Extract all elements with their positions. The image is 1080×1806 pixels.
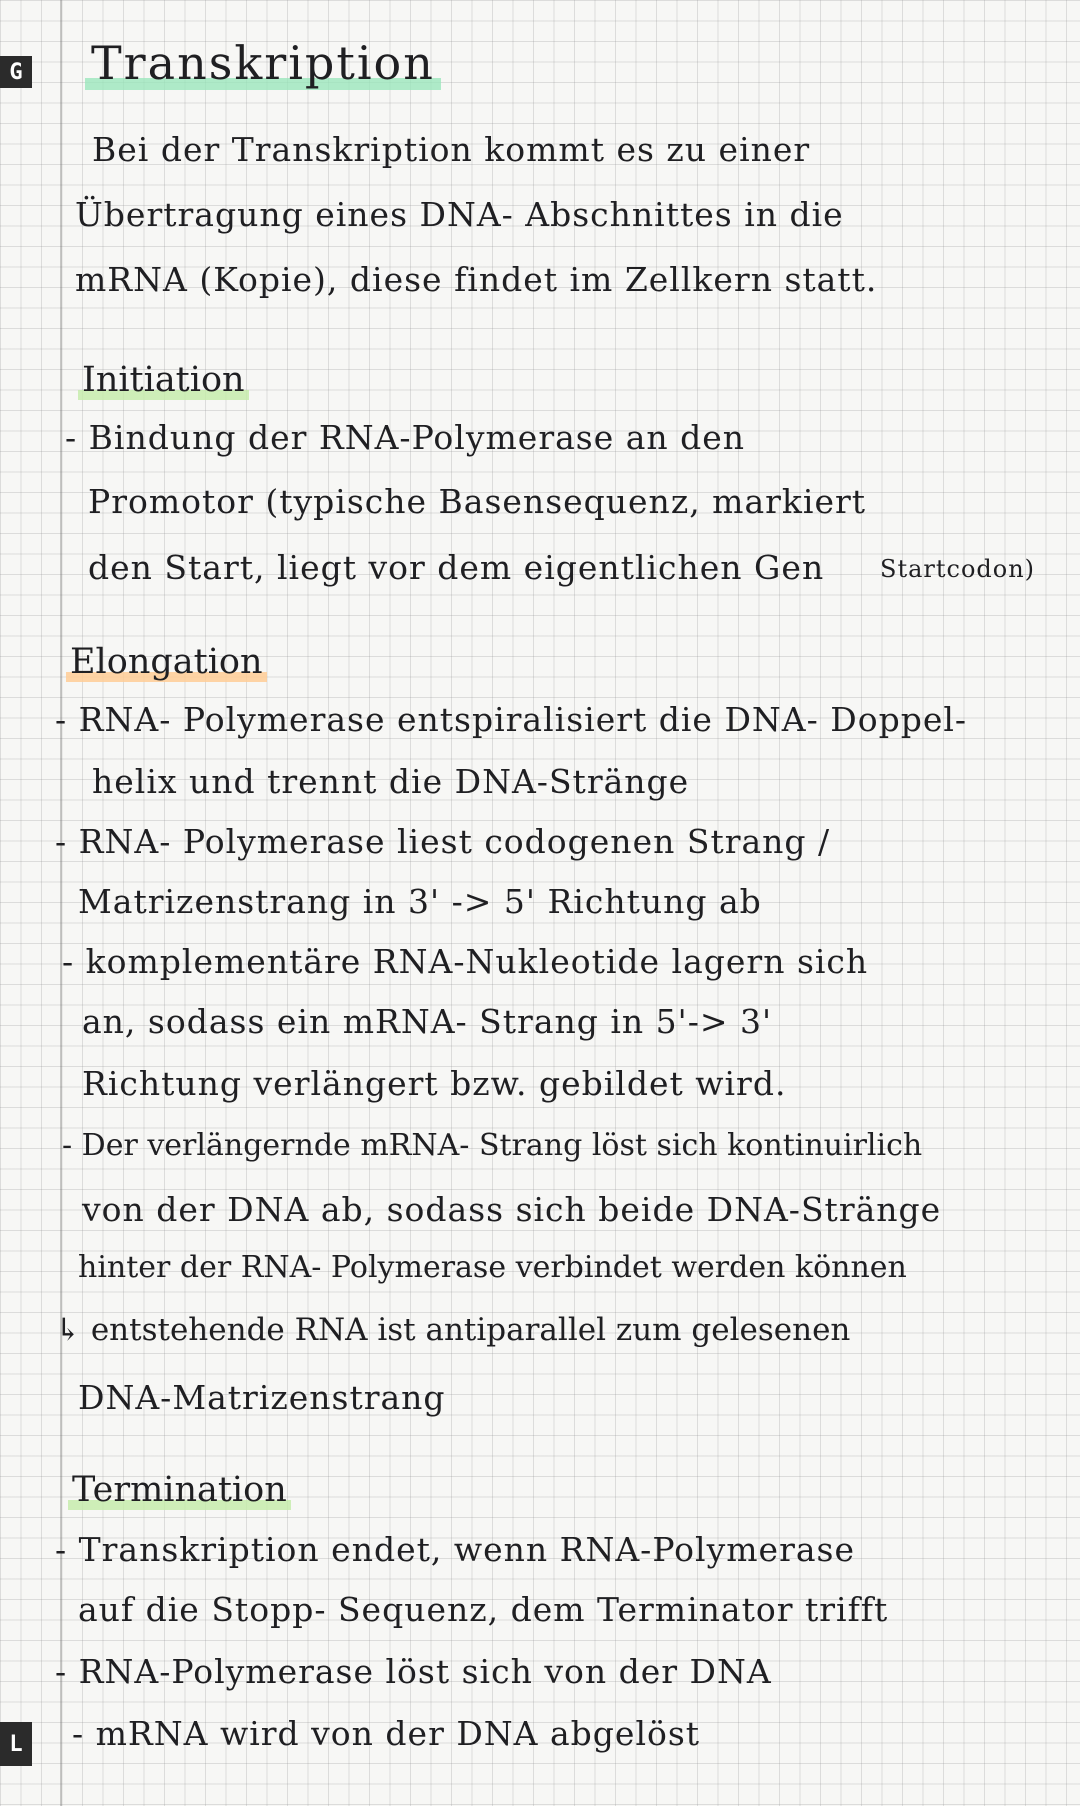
elongation-line-6: an, sodass ein mRNA- Strang in 5'-> 3'	[82, 1002, 773, 1041]
tab-marker-bottom: L	[0, 1722, 32, 1766]
elongation-line-1: - RNA- Polymerase entspiralisiert die DNA- Doppel-	[55, 700, 968, 739]
elongation-line-9: von der DNA ab, sodass sich beide DNA-Stränge	[82, 1190, 942, 1229]
elongation-line-12: DNA-Matrizenstrang	[78, 1378, 446, 1417]
termination-line-4: - mRNA wird von der DNA abgelöst	[72, 1714, 701, 1753]
elongation-line-2: helix und trennt die DNA-Stränge	[92, 762, 690, 801]
intro-line-2: Übertragung eines DNA- Abschnittes in die	[75, 195, 844, 234]
intro-line-3: mRNA (Kopie), diese findet im Zellkern statt.	[75, 260, 878, 299]
initiation-note: Startcodon)	[880, 555, 1036, 583]
termination-line-3: - RNA-Polymerase löst sich von der DNA	[55, 1652, 772, 1691]
termination-line-1: - Transkription endet, wenn RNA-Polymerase	[55, 1530, 855, 1569]
elongation-line-4: Matrizenstrang in 3' -> 5' Richtung ab	[78, 882, 762, 921]
elongation-line-3: - RNA- Polymerase liest codogenen Strang /	[55, 822, 831, 861]
termination-line-2: auf die Stopp- Sequenz, dem Terminator trifft	[78, 1590, 889, 1629]
initiation-line-1: - Bindung der RNA-Polymerase an den	[65, 418, 746, 457]
intro-line-1: Bei der Transkription kommt es zu einer	[92, 130, 811, 169]
elongation-line-10: hinter der RNA- Polymerase verbindet werden können	[78, 1250, 907, 1285]
page-title: Transkription	[85, 36, 441, 90]
initiation-line-2: Promotor (typische Basensequenz, markiert	[88, 482, 867, 521]
heading-termination: Termination	[68, 1470, 291, 1510]
elongation-line-8: - Der verlängernde mRNA- Strang löst sich kontinuirlich	[62, 1128, 923, 1163]
elongation-line-7: Richtung verlängert bzw. gebildet wird.	[82, 1064, 787, 1103]
heading-elongation: Elongation	[66, 642, 267, 682]
tab-marker-top: G	[0, 56, 32, 88]
elongation-line-5: - komplementäre RNA-Nukleotide lagern sich	[62, 942, 869, 981]
elongation-line-11: ↳ entstehende RNA ist antiparallel zum gelesenen	[55, 1312, 851, 1348]
initiation-line-3: den Start, liegt vor dem eigentlichen Gen	[88, 548, 825, 587]
heading-initiation: Initiation	[78, 360, 249, 400]
